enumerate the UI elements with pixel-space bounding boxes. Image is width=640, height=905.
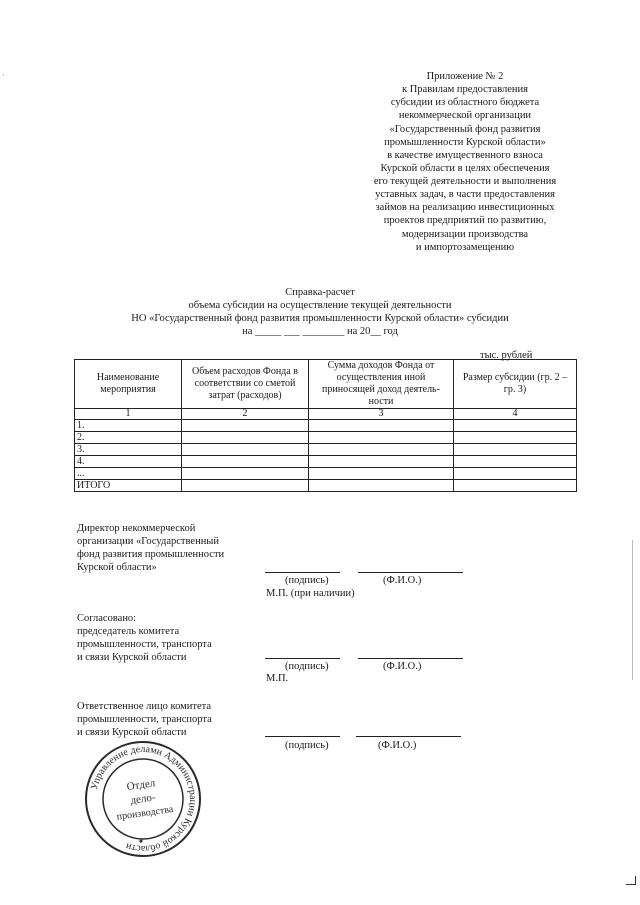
table-cell — [309, 444, 454, 456]
appendix-line: «Государственный фонд развития — [389, 123, 541, 135]
column-number-row — [75, 409, 577, 420]
table-cell — [182, 468, 309, 480]
signature-caption: (подпись) — [285, 575, 329, 586]
table-cell — [309, 468, 454, 480]
table-cell — [182, 444, 309, 456]
column-number: 4 — [454, 409, 577, 420]
signature-line — [265, 736, 340, 737]
table-total-row — [75, 480, 577, 492]
responsible-line: и связи Курской области — [77, 727, 187, 739]
director-line: Директор некоммерческой — [77, 523, 196, 534]
director-line: организации «Государственный — [77, 536, 219, 548]
stamp-center-line: дело- — [129, 791, 157, 807]
signature-caption: (подпись) — [285, 740, 329, 751]
name-line — [358, 572, 463, 573]
table-row — [75, 444, 577, 456]
table-cell — [309, 432, 454, 444]
title-line: НО «Государственный фонд развития промышленности Курской области» субсидии — [131, 313, 509, 325]
header-cell: Наименование мероприятия — [75, 360, 182, 409]
column-number: 3 — [309, 409, 454, 420]
appendix-line: уставных задач, в части предоставления — [375, 189, 555, 201]
appendix-line: модернизации производства — [401, 228, 529, 240]
appendix-line: к Правилам предоставления — [401, 84, 529, 96]
scan-mark: · — [2, 70, 5, 80]
responsible-block — [77, 700, 267, 739]
appendix-line: Курской области в целях обеспечения — [380, 162, 550, 174]
name-caption: (Ф.И.О.) — [383, 661, 422, 672]
appendix-line: и импортозамещению — [415, 241, 515, 253]
seal-caption: М.П. — [266, 673, 289, 684]
name-line — [358, 658, 463, 659]
director-block — [77, 522, 267, 575]
row-label: ... — [75, 468, 182, 480]
table-cell — [182, 432, 309, 444]
stamp-center-line: Отдел — [126, 777, 157, 794]
appendix-line: его текущей деятельности и выполнения — [373, 176, 557, 187]
office-stamp — [84, 740, 202, 858]
seal-caption: М.П. (при наличии) — [266, 588, 355, 599]
table-cell — [309, 420, 454, 432]
appendix-line: промышленности Курской области» — [384, 136, 546, 148]
table-cell — [454, 420, 577, 432]
title-date-line: на _____ ___ ________ на 20__ год — [242, 326, 398, 338]
row-label: 4. — [75, 456, 182, 468]
appendix-line: в качестве имущественного взноса — [387, 149, 543, 161]
appendix-line: субсидии из областного бюджета — [390, 97, 540, 109]
table-cell — [182, 480, 309, 492]
scan-edge-line — [632, 540, 633, 680]
table-cell — [454, 480, 577, 492]
appendix-line: займов на реализацию инвестиционных — [375, 202, 555, 214]
table-cell — [454, 456, 577, 468]
table-row — [75, 468, 577, 480]
name-line — [356, 736, 461, 737]
stamp-center-line: производства — [116, 803, 174, 823]
row-label: 2. — [75, 432, 182, 444]
table-cell — [454, 468, 577, 480]
column-number: 1 — [75, 409, 182, 420]
table-header-row — [75, 360, 577, 409]
director-line: Курской области» — [77, 562, 157, 574]
stamp-ring-text: Управление делами Администрации Курской области — [88, 743, 199, 855]
agreed-line: промышленности, транспорта — [77, 639, 212, 651]
table-row — [75, 432, 577, 444]
document-title — [60, 286, 580, 339]
agreed-line: Согласовано: — [77, 613, 137, 624]
signature-line — [265, 572, 340, 573]
agreed-block — [77, 612, 267, 665]
signature-caption: (подпись) — [285, 661, 329, 672]
header-cell: Объем расходов Фонда в соответствии со сметой затрат (расходов) — [182, 360, 309, 409]
agreed-line: и связи Курской области — [77, 652, 187, 664]
row-label: 3. — [75, 444, 182, 456]
row-label-total: ИТОГО — [75, 480, 182, 492]
appendix-header — [355, 70, 575, 254]
title-line: Справка-расчет — [285, 287, 355, 298]
table-cell — [182, 420, 309, 432]
appendix-line: Приложение № 2 — [426, 71, 504, 82]
table-row — [75, 420, 577, 432]
table-cell — [182, 456, 309, 468]
responsible-line: Ответственное лицо комитета — [77, 701, 212, 712]
name-caption: (Ф.И.О.) — [383, 575, 422, 586]
appendix-line: проектов предприятий по развитию, — [383, 215, 547, 227]
header-cell: Сумма доходов Фонда от осуществления иной приносящей доход деятель-ности — [309, 360, 454, 409]
table-cell — [309, 480, 454, 492]
table-cell — [309, 456, 454, 468]
director-line: фонд развития промышленности — [77, 549, 225, 561]
calculation-table — [74, 359, 577, 492]
stamp-star-icon: ✦ — [137, 837, 145, 846]
agreed-line: председатель комитета — [77, 626, 180, 638]
signature-line — [265, 658, 340, 659]
table-cell — [454, 444, 577, 456]
title-line: объема субсидии на осуществление текущей деятельности — [188, 300, 452, 312]
appendix-line: некоммерческой организации — [398, 110, 532, 122]
column-number: 2 — [182, 409, 309, 420]
name-caption: (Ф.И.О.) — [378, 740, 417, 751]
header-cell: Размер субсидии (гр. 2 – гр. 3) — [454, 360, 577, 409]
table-cell — [454, 432, 577, 444]
units-label: тыс. рублей — [480, 350, 533, 361]
scan-corner-mark — [635, 876, 636, 885]
row-label: 1. — [75, 420, 182, 432]
table-row — [75, 456, 577, 468]
responsible-line: промышленности, транспорта — [77, 714, 212, 726]
